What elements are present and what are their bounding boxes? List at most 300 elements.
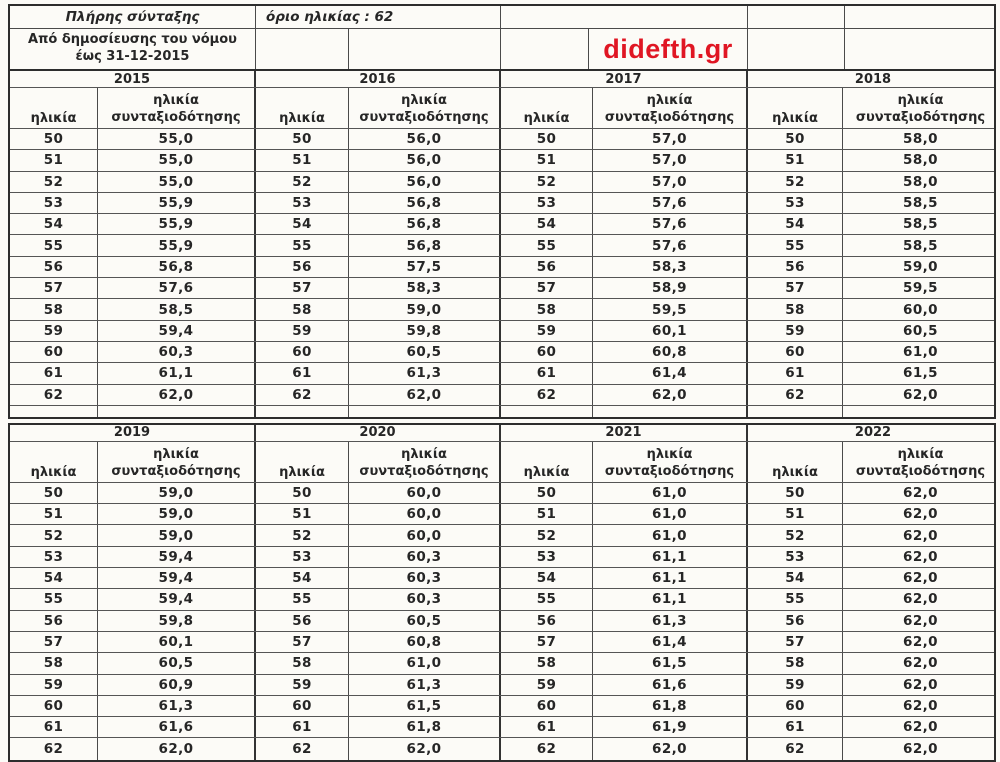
retirement-age-cell: 61,1 bbox=[593, 589, 748, 609]
retirement-age-cell: 58,5 bbox=[903, 237, 938, 254]
retirement-age-cell: 59,4 bbox=[98, 321, 256, 341]
retirement-age-column-header bbox=[349, 442, 501, 482]
retirement-age-cell: 61,3 bbox=[349, 675, 501, 695]
age-column-header: ηλικία bbox=[256, 88, 349, 128]
age-cell: 58 bbox=[748, 299, 843, 319]
age-cell: 56 bbox=[501, 257, 593, 277]
retirement-age-cell: 55,0 bbox=[98, 150, 256, 170]
retirement-age-cell: 59,5 bbox=[903, 280, 938, 297]
age-cell: 59 bbox=[256, 675, 349, 695]
retirement-age-cell: 55,9 bbox=[98, 214, 256, 234]
header-empty-cell bbox=[501, 29, 589, 69]
retirement-age-cell: 62,0 bbox=[593, 738, 748, 759]
age-column-header: ηλικία bbox=[748, 442, 843, 482]
retirement-age-column-header bbox=[98, 88, 256, 128]
retirement-age-cell: 57,0 bbox=[593, 150, 748, 170]
retirement-age-cell: 60,1 bbox=[98, 632, 256, 652]
retirement-age-column-header bbox=[843, 442, 998, 482]
table-row-age-52 bbox=[10, 172, 994, 193]
retirement-age-column-header bbox=[843, 88, 998, 128]
table-row-age-56 bbox=[10, 257, 994, 278]
year-header-2016: 2016 bbox=[256, 71, 501, 87]
retirement-age-cell: 59,0 bbox=[98, 504, 256, 524]
age-column-header: ηλικία bbox=[501, 442, 593, 482]
age-cell: 60 bbox=[10, 342, 98, 362]
retirement-age-cell: 58,5 bbox=[903, 216, 938, 233]
header-empty-cell bbox=[256, 29, 349, 69]
retirement-age-cell: 61,9 bbox=[593, 717, 748, 737]
retirement-age-cell: 58,0 bbox=[903, 152, 938, 169]
age-cell: 55 bbox=[501, 235, 593, 255]
age-cell: 60 bbox=[748, 696, 843, 716]
age-cell: 54 bbox=[501, 214, 593, 234]
table-row-age-59 bbox=[10, 321, 994, 342]
age-cell: 53 bbox=[501, 193, 593, 213]
retirement-age-cell: 61,0 bbox=[593, 483, 748, 503]
retirement-age-cell: 62,0 bbox=[903, 676, 938, 693]
age-cell: 57 bbox=[256, 278, 349, 298]
empty-cell bbox=[256, 406, 349, 417]
retirement-age-cell: 59,4 bbox=[98, 568, 256, 588]
age-cell: 62 bbox=[256, 738, 349, 759]
watermark-text: didefth.gr bbox=[603, 33, 733, 64]
age-cell: 60 bbox=[256, 342, 349, 362]
retirement-header-line-2: συνταξιοδότησης bbox=[604, 463, 735, 479]
age-cell: 54 bbox=[10, 214, 98, 234]
table-row-age-60 bbox=[10, 342, 994, 363]
age-cell: 54 bbox=[256, 568, 349, 588]
retirement-age-cell: 58,5 bbox=[903, 195, 938, 212]
retirement-age-cell: 58,9 bbox=[593, 278, 748, 298]
retirement-age-cell: 60,3 bbox=[349, 547, 501, 567]
retirement-age-cell: 60,0 bbox=[349, 483, 501, 503]
age-cell: 53 bbox=[748, 193, 843, 213]
retirement-age-cell: 59,0 bbox=[903, 258, 938, 275]
age-cell: 55 bbox=[10, 235, 98, 255]
table-row-age-62 bbox=[10, 738, 994, 759]
retirement-age-cell: 61,4 bbox=[593, 632, 748, 652]
retirement-age-cell: 60,3 bbox=[349, 589, 501, 609]
age-cell: 57 bbox=[748, 632, 843, 652]
retirement-header-line-2: συνταξιοδότησης bbox=[359, 463, 489, 479]
retirement-age-cell: 62,0 bbox=[903, 527, 938, 544]
year-header-2022: 2022 bbox=[854, 425, 892, 441]
table-row-age-57 bbox=[10, 632, 994, 653]
retirement-header-line-2: συνταξιοδότησης bbox=[855, 463, 986, 479]
age-cell: 57 bbox=[256, 632, 349, 652]
age-cell: 57 bbox=[748, 278, 843, 298]
retirement-age-cell: 55,9 bbox=[98, 235, 256, 255]
age-cell: 60 bbox=[501, 696, 593, 716]
table-row-age-61 bbox=[10, 363, 994, 384]
age-cell: 55 bbox=[256, 235, 349, 255]
age-cell: 53 bbox=[256, 547, 349, 567]
table-row-age-51 bbox=[10, 504, 994, 525]
table-row-age-62 bbox=[10, 385, 994, 406]
retirement-age-cell: 56,8 bbox=[349, 193, 501, 213]
retirement-age-cell: 57,5 bbox=[349, 257, 501, 277]
age-cell: 56 bbox=[256, 611, 349, 631]
spacer-row bbox=[10, 406, 994, 417]
empty-cell bbox=[349, 406, 501, 417]
retirement-age-cell: 62,0 bbox=[593, 385, 748, 405]
retirement-age-cell: 62,0 bbox=[349, 385, 501, 405]
full-pension-title: Πλήρης σύνταξης bbox=[10, 6, 256, 28]
age-column-header: ηλικία bbox=[10, 88, 98, 128]
age-cell: 51 bbox=[256, 150, 349, 170]
age-cell: 51 bbox=[748, 504, 843, 524]
table-row-age-61 bbox=[10, 717, 994, 738]
age-cell: 50 bbox=[10, 483, 98, 503]
age-cell: 61 bbox=[10, 363, 98, 383]
retirement-age-cell: 55,9 bbox=[98, 193, 256, 213]
retirement-age-cell: 62,0 bbox=[903, 548, 938, 565]
age-cell: 54 bbox=[748, 214, 843, 234]
retirement-age-cell: 60,8 bbox=[593, 342, 748, 362]
age-column-header: ηλικία bbox=[10, 442, 98, 482]
age-cell: 53 bbox=[10, 547, 98, 567]
table-row-age-54 bbox=[10, 214, 994, 235]
age-cell: 61 bbox=[501, 717, 593, 737]
age-cell: 51 bbox=[10, 504, 98, 524]
age-cell: 61 bbox=[256, 363, 349, 383]
age-cell: 50 bbox=[10, 129, 98, 149]
age-cell: 55 bbox=[501, 589, 593, 609]
age-cell: 53 bbox=[748, 547, 843, 567]
year-header-2015: 2015 bbox=[10, 71, 256, 87]
retirement-age-cell: 56,8 bbox=[349, 235, 501, 255]
retirement-age-cell: 55,0 bbox=[98, 172, 256, 192]
age-cell: 57 bbox=[10, 632, 98, 652]
table-row-age-50 bbox=[10, 483, 994, 504]
retirement-age-cell: 61,5 bbox=[593, 653, 748, 673]
age-cell: 51 bbox=[501, 150, 593, 170]
age-cell: 58 bbox=[501, 299, 593, 319]
empty-cell bbox=[501, 406, 593, 417]
retirement-age-cell: 61,0 bbox=[593, 504, 748, 524]
retirement-age-cell: 62,0 bbox=[903, 591, 938, 608]
retirement-age-cell: 61,1 bbox=[98, 363, 256, 383]
year-header-2020: 2020 bbox=[256, 425, 501, 441]
retirement-age-cell: 61,3 bbox=[98, 696, 256, 716]
retirement-header-line-2: συνταξιοδότησης bbox=[111, 463, 241, 479]
retirement-header-line-1: ηλικία bbox=[153, 93, 199, 109]
retirement-age-cell: 60,3 bbox=[349, 568, 501, 588]
retirement-age-cell: 58,0 bbox=[903, 131, 938, 148]
empty-cell bbox=[10, 406, 98, 417]
age-cell: 59 bbox=[748, 675, 843, 695]
age-cell: 60 bbox=[501, 342, 593, 362]
retirement-header-line-1: ηλικία bbox=[646, 93, 693, 109]
age-cell: 56 bbox=[748, 257, 843, 277]
age-cell: 50 bbox=[748, 129, 843, 149]
age-cell: 54 bbox=[256, 214, 349, 234]
age-cell: 56 bbox=[748, 611, 843, 631]
age-column-header: ηλικία bbox=[256, 442, 349, 482]
retirement-age-cell: 61,4 bbox=[593, 363, 748, 383]
pension-tables-container bbox=[8, 69, 1000, 762]
retirement-age-cell: 62,0 bbox=[349, 738, 501, 759]
pension-table-2019-2022 bbox=[8, 423, 996, 762]
age-cell: 62 bbox=[501, 385, 593, 405]
header-row-1 bbox=[10, 6, 994, 29]
retirement-age-cell: 61,5 bbox=[903, 365, 938, 382]
retirement-age-cell: 56,0 bbox=[349, 172, 501, 192]
retirement-header-line-2: συνταξιοδότησης bbox=[111, 110, 241, 126]
retirement-age-cell: 60,8 bbox=[349, 632, 501, 652]
retirement-age-cell: 59,8 bbox=[349, 321, 501, 341]
law-publication-note bbox=[10, 29, 256, 69]
age-cell: 61 bbox=[256, 717, 349, 737]
age-cell: 54 bbox=[748, 568, 843, 588]
retirement-age-cell: 59,0 bbox=[98, 525, 256, 545]
document-header bbox=[8, 4, 996, 69]
retirement-age-cell: 60,0 bbox=[349, 525, 501, 545]
age-cell: 59 bbox=[256, 321, 349, 341]
retirement-age-cell: 62,0 bbox=[903, 697, 938, 714]
retirement-age-cell: 57,6 bbox=[98, 278, 256, 298]
retirement-age-cell: 61,8 bbox=[349, 717, 501, 737]
table-row-age-59 bbox=[10, 675, 994, 696]
retirement-age-cell: 55,0 bbox=[98, 129, 256, 149]
retirement-age-cell: 61,1 bbox=[593, 568, 748, 588]
retirement-age-cell: 58,3 bbox=[349, 278, 501, 298]
retirement-age-cell: 61,8 bbox=[593, 696, 748, 716]
table-row-age-58 bbox=[10, 299, 994, 320]
age-cell: 52 bbox=[501, 525, 593, 545]
age-cell: 50 bbox=[256, 483, 349, 503]
retirement-age-cell: 61,6 bbox=[593, 675, 748, 695]
pension-table-2015-2018 bbox=[8, 69, 996, 419]
retirement-header-line-1: ηλικία bbox=[401, 447, 447, 463]
retirement-age-cell: 56,0 bbox=[349, 150, 501, 170]
retirement-age-cell: 60,0 bbox=[349, 504, 501, 524]
age-cell: 57 bbox=[501, 632, 593, 652]
age-cell: 58 bbox=[748, 653, 843, 673]
table-row-age-54 bbox=[10, 568, 994, 589]
retirement-age-cell: 61,3 bbox=[349, 363, 501, 383]
watermark bbox=[589, 29, 748, 69]
table-row-age-51 bbox=[10, 150, 994, 171]
header-empty-cell bbox=[748, 29, 845, 69]
age-cell: 62 bbox=[10, 738, 98, 759]
retirement-age-cell: 57,6 bbox=[593, 214, 748, 234]
age-cell: 52 bbox=[10, 525, 98, 545]
table-row-age-55 bbox=[10, 235, 994, 256]
retirement-age-column-header bbox=[593, 442, 748, 482]
age-cell: 57 bbox=[501, 278, 593, 298]
age-cell: 56 bbox=[10, 257, 98, 277]
retirement-age-cell: 60,9 bbox=[98, 675, 256, 695]
header-empty-cell bbox=[748, 6, 845, 28]
table-row-age-60 bbox=[10, 696, 994, 717]
empty-cell bbox=[593, 406, 748, 417]
retirement-age-cell: 60,5 bbox=[349, 611, 501, 631]
table-row-age-55 bbox=[10, 589, 994, 610]
retirement-age-cell: 60,1 bbox=[593, 321, 748, 341]
age-cell: 55 bbox=[748, 235, 843, 255]
column-header-row bbox=[10, 442, 994, 483]
age-cell: 62 bbox=[501, 738, 593, 759]
age-cell: 59 bbox=[501, 675, 593, 695]
retirement-age-cell: 58,5 bbox=[98, 299, 256, 319]
age-cell: 55 bbox=[10, 589, 98, 609]
age-cell: 59 bbox=[748, 321, 843, 341]
header-row-2 bbox=[10, 29, 994, 69]
age-cell: 53 bbox=[256, 193, 349, 213]
age-cell: 54 bbox=[501, 568, 593, 588]
year-header-2019: 2019 bbox=[10, 425, 256, 441]
age-cell: 60 bbox=[256, 696, 349, 716]
retirement-header-line-1: ηλικία bbox=[153, 447, 199, 463]
age-cell: 50 bbox=[748, 483, 843, 503]
age-cell: 57 bbox=[10, 278, 98, 298]
age-cell: 54 bbox=[10, 568, 98, 588]
retirement-age-cell: 62,0 bbox=[98, 385, 256, 405]
retirement-age-cell: 60,5 bbox=[98, 653, 256, 673]
age-cell: 56 bbox=[501, 611, 593, 631]
age-cell: 50 bbox=[256, 129, 349, 149]
age-cell: 51 bbox=[10, 150, 98, 170]
retirement-age-cell: 62,0 bbox=[903, 485, 938, 501]
age-cell: 62 bbox=[10, 385, 98, 405]
table-row-age-50 bbox=[10, 129, 994, 150]
age-cell: 52 bbox=[501, 172, 593, 192]
age-cell: 59 bbox=[10, 675, 98, 695]
age-column-header: ηλικία bbox=[748, 88, 843, 128]
age-cell: 53 bbox=[10, 193, 98, 213]
retirement-age-cell: 62,0 bbox=[903, 719, 938, 736]
retirement-header-line-1: ηλικία bbox=[646, 447, 693, 463]
retirement-age-cell: 57,6 bbox=[593, 235, 748, 255]
age-cell: 61 bbox=[501, 363, 593, 383]
age-cell: 55 bbox=[256, 589, 349, 609]
retirement-age-cell: 61,0 bbox=[903, 344, 938, 361]
retirement-age-cell: 59,0 bbox=[349, 299, 501, 319]
age-cell: 56 bbox=[10, 611, 98, 631]
age-cell: 58 bbox=[256, 653, 349, 673]
age-cell: 52 bbox=[748, 525, 843, 545]
table-row-age-52 bbox=[10, 525, 994, 546]
retirement-age-column-header bbox=[349, 88, 501, 128]
year-header-2021: 2021 bbox=[501, 425, 748, 441]
age-cell: 52 bbox=[256, 172, 349, 192]
age-cell: 51 bbox=[501, 504, 593, 524]
year-header-row bbox=[10, 425, 994, 442]
retirement-age-cell: 60,5 bbox=[349, 342, 501, 362]
retirement-age-column-header bbox=[593, 88, 748, 128]
table-row-age-53 bbox=[10, 547, 994, 568]
age-cell: 52 bbox=[748, 172, 843, 192]
retirement-age-cell: 61,0 bbox=[349, 653, 501, 673]
empty-cell bbox=[748, 406, 843, 417]
age-cell: 61 bbox=[748, 717, 843, 737]
retirement-age-cell: 59,4 bbox=[98, 547, 256, 567]
age-cell: 60 bbox=[748, 342, 843, 362]
retirement-header-line-2: συνταξιοδότησης bbox=[855, 110, 986, 126]
header-empty-cell bbox=[501, 6, 748, 28]
retirement-age-cell: 61,5 bbox=[349, 696, 501, 716]
age-cell: 61 bbox=[10, 717, 98, 737]
retirement-age-cell: 60,5 bbox=[903, 322, 938, 339]
retirement-age-cell: 56,8 bbox=[349, 214, 501, 234]
note-line-1: Από δημοσίευσης του νόμου bbox=[28, 32, 237, 48]
age-cell: 60 bbox=[10, 696, 98, 716]
empty-cell bbox=[843, 406, 998, 417]
year-header-2017: 2017 bbox=[501, 71, 748, 87]
year-header-row bbox=[10, 71, 994, 88]
retirement-age-cell: 59,5 bbox=[593, 299, 748, 319]
age-cell: 52 bbox=[10, 172, 98, 192]
retirement-age-cell: 61,0 bbox=[593, 525, 748, 545]
table-row-age-56 bbox=[10, 611, 994, 632]
age-cell: 50 bbox=[501, 483, 593, 503]
year-header-2018: 2018 bbox=[854, 71, 892, 87]
age-cell: 59 bbox=[10, 321, 98, 341]
age-cell: 59 bbox=[501, 321, 593, 341]
age-cell: 50 bbox=[501, 129, 593, 149]
retirement-age-cell: 62,0 bbox=[98, 738, 256, 759]
retirement-age-cell: 62,0 bbox=[903, 570, 938, 587]
retirement-header-line-1: ηλικία bbox=[897, 93, 944, 109]
retirement-age-cell: 59,4 bbox=[98, 589, 256, 609]
empty-cell bbox=[98, 406, 256, 417]
retirement-age-cell: 57,0 bbox=[593, 129, 748, 149]
retirement-age-cell: 59,0 bbox=[98, 483, 256, 503]
age-cell: 58 bbox=[501, 653, 593, 673]
table-row-age-53 bbox=[10, 193, 994, 214]
retirement-age-cell: 59,8 bbox=[98, 611, 256, 631]
age-cell: 51 bbox=[256, 504, 349, 524]
retirement-header-line-2: συνταξιοδότησης bbox=[604, 110, 735, 126]
age-cell: 61 bbox=[748, 363, 843, 383]
age-cell: 56 bbox=[256, 257, 349, 277]
age-cell: 51 bbox=[748, 150, 843, 170]
retirement-age-cell: 56,0 bbox=[349, 129, 501, 149]
age-cell: 58 bbox=[256, 299, 349, 319]
column-header-row bbox=[10, 88, 994, 129]
retirement-age-cell: 60,3 bbox=[98, 342, 256, 362]
age-cell: 53 bbox=[501, 547, 593, 567]
retirement-header-line-1: ηλικία bbox=[401, 93, 447, 109]
retirement-age-cell: 61,3 bbox=[593, 611, 748, 631]
age-cell: 62 bbox=[256, 385, 349, 405]
header-empty-cell bbox=[349, 29, 501, 69]
retirement-age-cell: 61,1 bbox=[593, 547, 748, 567]
retirement-age-cell: 62,0 bbox=[903, 741, 938, 758]
retirement-age-cell: 62,0 bbox=[903, 612, 938, 629]
retirement-header-line-1: ηλικία bbox=[897, 447, 944, 463]
retirement-age-cell: 62,0 bbox=[903, 386, 938, 403]
retirement-age-cell: 57,0 bbox=[593, 172, 748, 192]
age-cell: 62 bbox=[748, 738, 843, 759]
age-cell: 62 bbox=[748, 385, 843, 405]
retirement-age-cell: 60,0 bbox=[903, 301, 938, 318]
retirement-age-cell: 62,0 bbox=[903, 634, 938, 651]
retirement-age-column-header bbox=[98, 442, 256, 482]
table-row-age-58 bbox=[10, 653, 994, 674]
note-line-2: έως 31-12-2015 bbox=[75, 49, 190, 64]
age-column-header: ηλικία bbox=[501, 88, 593, 128]
retirement-age-cell: 56,8 bbox=[98, 257, 256, 277]
retirement-age-cell: 62,0 bbox=[903, 506, 938, 523]
retirement-age-cell: 58,3 bbox=[593, 257, 748, 277]
retirement-age-cell: 57,6 bbox=[593, 193, 748, 213]
age-cell: 58 bbox=[10, 653, 98, 673]
header-empty-cell bbox=[845, 6, 998, 28]
retirement-age-cell: 58,0 bbox=[903, 173, 938, 190]
header-empty-cell bbox=[845, 29, 998, 69]
